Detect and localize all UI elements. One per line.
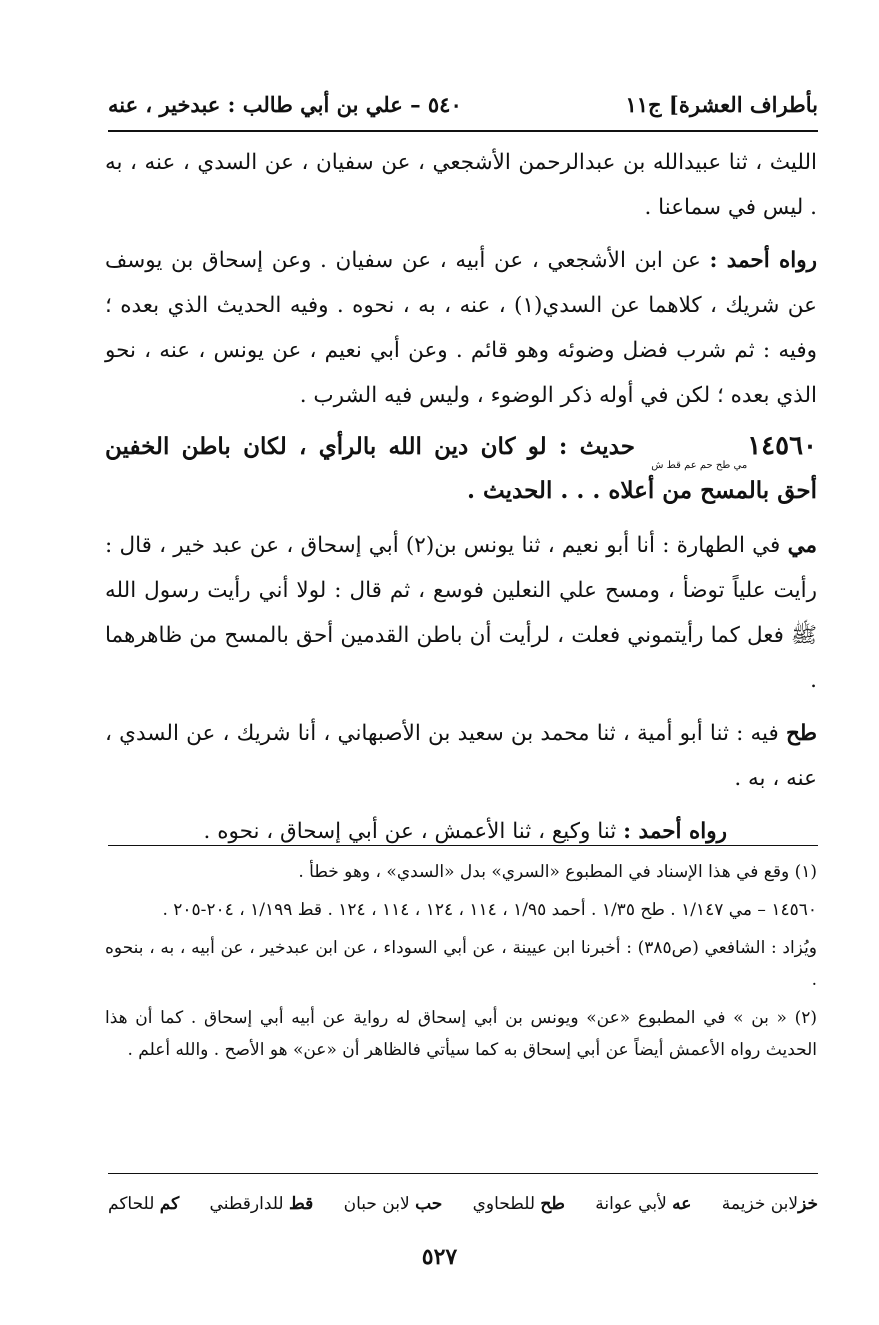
footnote-rule	[108, 845, 818, 846]
source-label: مي	[787, 533, 817, 558]
paragraph-text: في الطهارة : أنا أبو نعيم ، ثنا يونس بن(٢) أبي إسحاق ، عن عبد خير ، قال : رأيت علياً توضأ ، ومسح علي النعلين فوسع ، ثم قال : لولا أني رأيت رسول الله ﷺ فعل كما رأيتموني فعلت ، لرأيت أن باطن القدمين أحق بالمسح من ظاهرهما .	[105, 533, 817, 693]
abbrev-code: قط	[288, 1194, 314, 1214]
paragraph-continuation: الليث ، ثنا عبيدالله بن عبدالرحمن الأشجعي ، عن سفيان ، عن السدي ، عنه ، به . ليس في سماعنا .	[105, 150, 817, 220]
abbrev-name: للحاكم	[108, 1194, 155, 1214]
footnote-references: ١٤٥٦٠ – مي ١/١٤٧ . طح ١/٣٥ . أحمد ١/٩٥ ، ١١٤ ، ١٢٤ ، ١١٤ ، ١٢٤ . قط ١/١٩٩ ، ٢٠٤-٢٠٥ .	[162, 900, 817, 920]
footnote-1: (١) وقع في هذا الإسناد في المطبوع «السري» بدل «السدي» ، وهو خطأ .	[298, 862, 817, 882]
source-label: طح	[786, 721, 817, 746]
abbrev-item	[473, 1194, 565, 1214]
paragraph-tahawi	[105, 711, 817, 801]
abbrev-item	[595, 1194, 691, 1214]
footnotes	[105, 856, 817, 1072]
main-text	[105, 140, 817, 862]
abbrev-code: خز	[798, 1194, 818, 1214]
narrator-label: رواه أحمد :	[623, 819, 727, 844]
narrator-label: رواه أحمد :	[709, 248, 817, 273]
abbrev-name: للدارقطني	[209, 1194, 284, 1214]
abbreviation-rule	[108, 1173, 818, 1174]
abbrev-name: لأبي عوانة	[595, 1194, 667, 1214]
header-chapter-title: ٥٤٠ – علي بن أبي طالب : عبدخير ، عنه	[108, 91, 462, 117]
paragraph-text: ثنا وكيع ، ثنا الأعمش ، عن أبي إسحاق ، نحوه .	[203, 819, 624, 844]
abbrev-code: عه	[672, 1194, 692, 1214]
paragraph-ahmad-2	[105, 809, 817, 854]
hadith-heading	[105, 426, 817, 511]
abbrev-name: لابن حبان	[343, 1194, 410, 1214]
hadith-title: حديث : لو كان دين الله بالرأي ، لكان باطن الخفين أحق بالمسح من أعلاه . . . الحديث .	[105, 433, 817, 504]
abbrev-name: لابن خزيمة	[721, 1194, 799, 1214]
abbrev-item	[722, 1194, 818, 1214]
header-volume-title: بأطراف العشرة] ج١١	[625, 91, 818, 117]
paragraph-text: فيه : ثنا أبو أمية ، ثنا محمد بن سعيد بن الأصبهاني ، أنا شريك ، عن السدي ، عنه ، به .	[105, 721, 817, 791]
abbrev-code: كم	[159, 1194, 180, 1214]
hadith-source-codes: مي طح حم عم قط ش	[651, 460, 748, 471]
running-header	[108, 84, 818, 124]
abbrev-item	[210, 1194, 314, 1214]
paragraph-darimi	[105, 523, 817, 703]
abbrev-name: للطحاوي	[472, 1194, 536, 1214]
abbrev-code: حب	[415, 1194, 443, 1214]
header-rule	[108, 130, 818, 132]
hadith-number: ١٤٥٦٠	[747, 431, 818, 461]
paragraph-text: عن ابن الأشجعي ، عن أبيه ، عن سفيان . وعن إسحاق بن يوسف عن شريك ، كلاهما عن السدي(١) ، عنه ، به ، نحوه . وفيه الحديث الذي بعده ؛ وفيه : ثم شرب فضل وضوئه وهو قائم . وعن أبي نعيم ، عن يونس ، عنه ، نحو الذي بعده ؛ لكن في أوله ذكر الوضوء ، وليس فيه الشرب .	[105, 248, 817, 408]
abbrev-item	[344, 1194, 443, 1214]
footnote-2: (٢) « بن » في المطبوع «عن» ويونس بن أبي إسحاق له رواية عن أبيه أبي إسحاق . كما أن هذا الحديث رواه الأعمش أيضاً عن أبي إسحاق به كما سيأتي فالظاهر أن «عن» هو الأصح . والله أعلم .	[105, 1008, 817, 1060]
abbrev-item	[108, 1194, 179, 1214]
abbrev-code: طح	[540, 1194, 565, 1214]
footnote-addition: ويُزاد : الشافعي (ص٣٨٥) : أخبرنا ابن عيينة ، عن أبي السوداء ، عن ابن عبدخير ، عن أبيه ، به ، بنحوه .	[105, 938, 818, 990]
abbreviation-key	[108, 1186, 818, 1222]
paragraph-ahmad-1	[105, 238, 817, 418]
page-number: ٥٢٧	[421, 1244, 458, 1270]
